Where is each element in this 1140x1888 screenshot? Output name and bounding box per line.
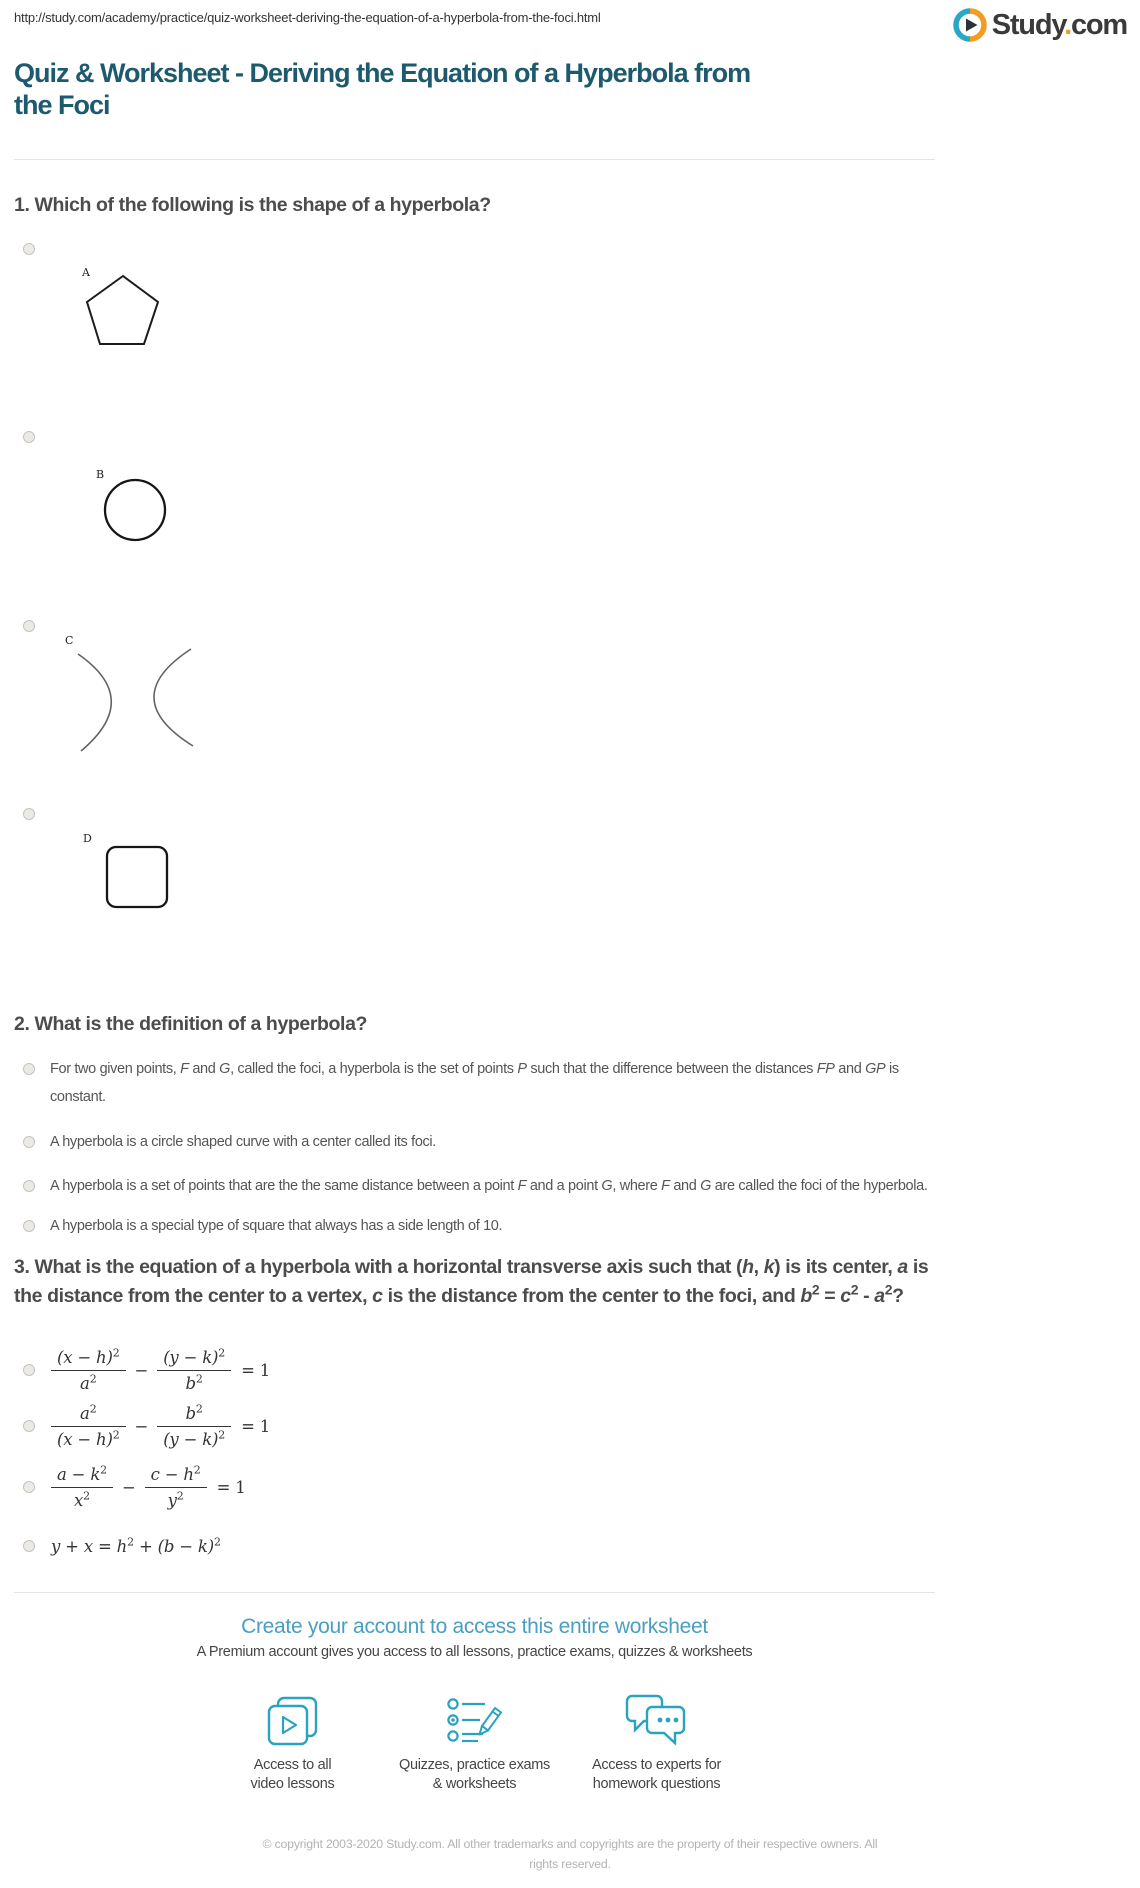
radio-button[interactable] <box>23 1420 35 1432</box>
divider <box>14 1592 935 1593</box>
q2-option-2[interactable] <box>23 1128 436 1156</box>
q1-option-d[interactable] <box>0 803 420 915</box>
shape-label-c: C <box>65 634 74 647</box>
question-2-heading: 2. What is the definition of a hyperbola? <box>14 1013 368 1035</box>
shape-label-a: A <box>82 266 90 279</box>
radio-button[interactable] <box>23 1136 35 1148</box>
feature-quizzes <box>384 1694 566 1794</box>
feature-caption: Quizzes, practice exams & worksheets <box>398 1757 551 1792</box>
feature-video-lessons <box>202 1694 384 1794</box>
pentagon-shape <box>85 272 161 348</box>
question-3-heading: 3. What is the equation of a hyperbola with a horizontal transverse axis such that (h, k) is its center, a is the distance from the center to a vertex, c is the distance from the center to the foci, and $b^2 = c^2 - a^2$? <box>14 1256 929 1307</box>
hyperbola-shape <box>75 645 195 755</box>
circle-shape <box>102 477 168 543</box>
shape-label-d: D <box>83 832 92 845</box>
premium-subtitle: A Premium account gives you access to all lessons, practice exams, quizzes & worksheets <box>196 1644 753 1660</box>
divider <box>14 159 935 160</box>
play-circle-icon <box>953 8 987 42</box>
feature-caption: Access to experts for homework questions <box>591 1757 722 1792</box>
q3-option-2-formula: $\frac{a^2}{(x - h)^2}$ − $\frac{b^2}{(y - k)^2}$ = 1 <box>51 1404 270 1449</box>
q3-option-1-formula: $\frac{(x - h)^2}{a^2}$ − $\frac{(y - k)^2}{b^2}$ = 1 <box>51 1348 270 1393</box>
q3-option-3[interactable] <box>23 1459 246 1515</box>
q1-option-c[interactable] <box>0 615 420 760</box>
radio-button[interactable] <box>23 1364 35 1376</box>
q3-option-4-formula: $y + x = h^2 + (b - k)^2$ <box>51 1535 221 1556</box>
experts-chat-icon <box>624 1694 690 1750</box>
q3-option-3-formula: $\frac{a - k^2}{x^2}$ − $\frac{c - h^2}{y^2}$ = 1 <box>51 1465 246 1510</box>
page-url: http://study.com/academy/practice/quiz-worksheet-deriving-the-equation-of-a-hyperbola-from-the-foci.html <box>14 10 601 25</box>
q2-option-1-text: For two given points, F and G, called the foci, a hyperbola is the set of points P such that the difference between the distances FP and GP is constant. <box>50 1061 899 1105</box>
q2-option-2-text: A hyperbola is a circle shaped curve with a center called its foci. <box>50 1134 436 1150</box>
radio-button[interactable] <box>23 808 35 820</box>
radio-button[interactable] <box>23 1180 35 1192</box>
radio-button[interactable] <box>23 431 35 443</box>
feature-experts <box>566 1694 748 1794</box>
page-title: Quiz & Worksheet - Deriving the Equation of a Hyperbola from the Foci <box>14 58 751 120</box>
quiz-worksheet-icon <box>445 1695 505 1749</box>
shape-label-b: B <box>96 468 104 481</box>
rounded-square-shape <box>104 844 170 910</box>
radio-button[interactable] <box>23 1481 35 1493</box>
question-1-heading: 1. Which of the following is the shape of a hyperbola? <box>14 194 491 216</box>
q2-option-1[interactable] <box>23 1055 955 1111</box>
radio-button[interactable] <box>23 243 35 255</box>
radio-button[interactable] <box>23 1540 35 1552</box>
q1-option-a[interactable] <box>0 238 420 356</box>
q3-option-1[interactable] <box>23 1342 270 1398</box>
q2-option-4[interactable] <box>23 1212 502 1240</box>
radio-button[interactable] <box>23 1220 35 1232</box>
q1-option-b[interactable] <box>0 426 420 548</box>
feature-caption: Access to all video lessons <box>250 1757 335 1792</box>
q3-option-4[interactable] <box>23 1528 221 1564</box>
q2-option-4-text: A hyperbola is a special type of square that always has a side length of 10. <box>50 1218 503 1234</box>
feature-list <box>14 1694 935 1794</box>
copyright-text: © copyright 2003-2020 Study.com. All other trademarks and copyrights are the property of their respective owners. All rights reserved. <box>262 1837 878 1872</box>
radio-button[interactable] <box>23 620 35 632</box>
q3-option-2[interactable] <box>23 1398 270 1454</box>
q2-option-3-text: A hyperbola is a set of points that are the the same distance between a point F and a point G, where F and G are called the foci of the hyperbola. <box>50 1178 928 1194</box>
video-lessons-icon <box>265 1695 321 1749</box>
studycom-logo[interactable] <box>953 8 1127 42</box>
radio-button[interactable] <box>23 1063 35 1075</box>
logo-text: Study.com <box>991 8 1127 41</box>
q2-option-3[interactable] <box>23 1172 1135 1200</box>
create-account-cta[interactable]: Create your account to access this entire worksheet <box>241 1615 708 1638</box>
